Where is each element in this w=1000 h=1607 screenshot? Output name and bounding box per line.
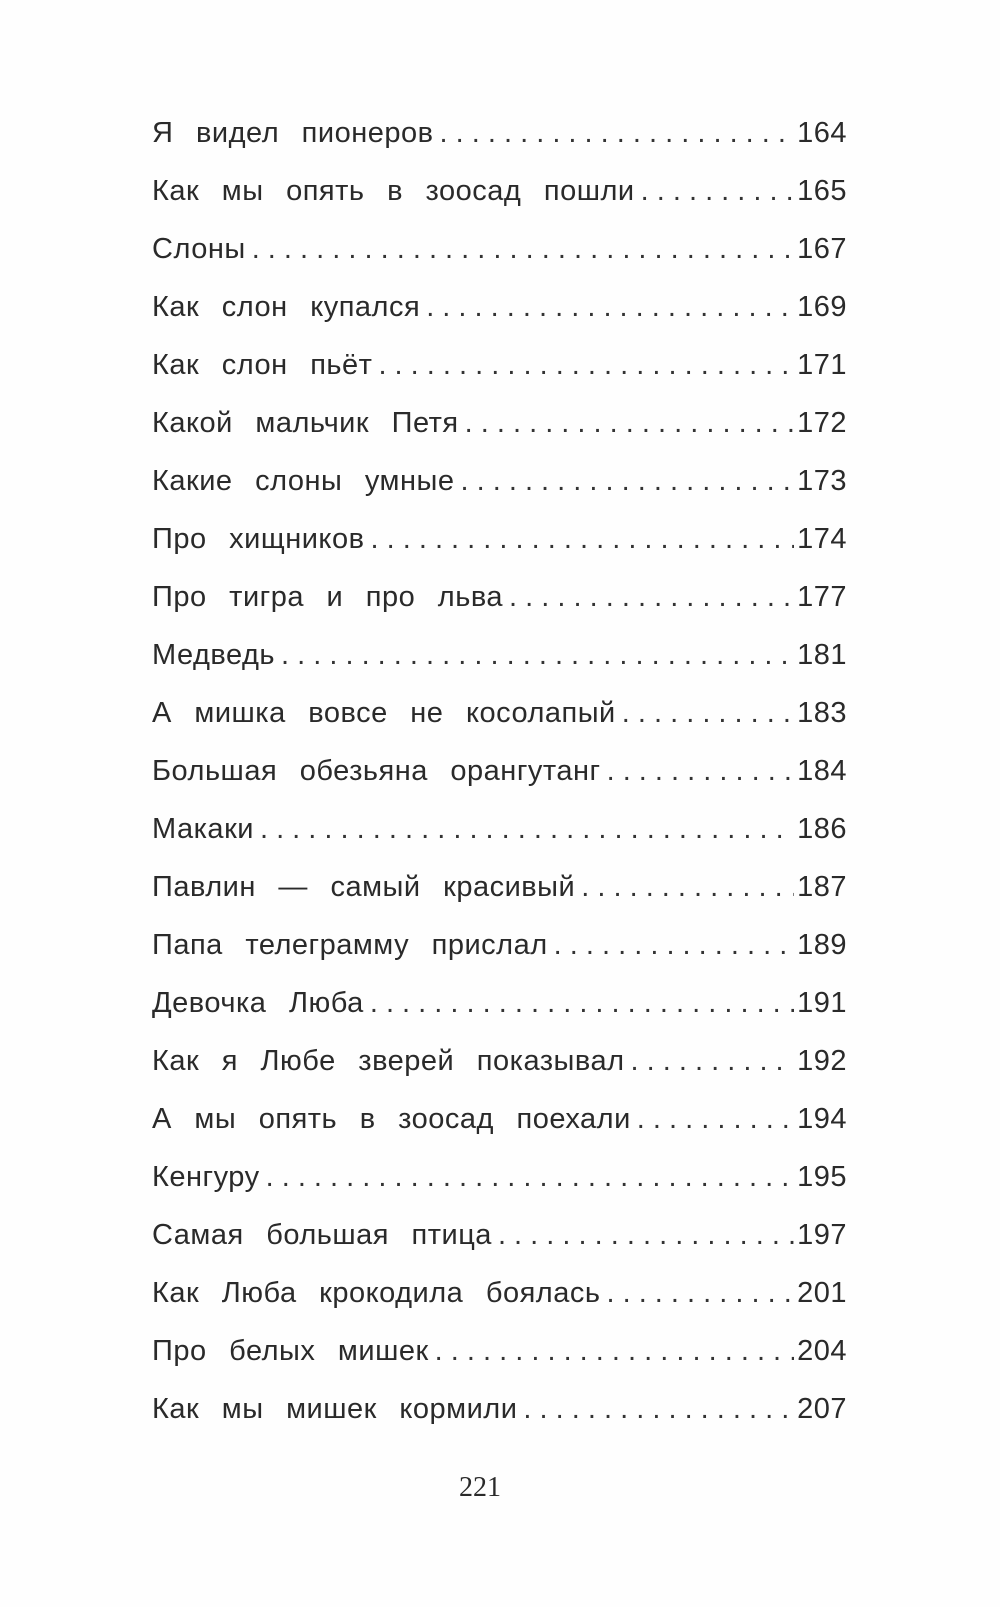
toc-entry-page: 183 (797, 697, 847, 729)
toc-entry-page: 192 (797, 1045, 847, 1077)
toc-entry-page: 169 (797, 291, 847, 323)
toc-entry-page: 189 (797, 929, 847, 961)
dot-leader (370, 987, 794, 1020)
toc-entry (152, 233, 847, 291)
toc-entry-page: 184 (797, 755, 847, 787)
toc-entry-title: Как слон купался (152, 291, 421, 323)
toc-entry-title: Павлин — самый красивый (152, 871, 576, 903)
toc-entry-title: Медведь (152, 639, 275, 671)
toc-entry-page: 197 (797, 1219, 847, 1251)
toc-entry (152, 407, 847, 465)
toc-entry (152, 117, 847, 175)
toc-entry-title: Про хищников (152, 523, 365, 555)
toc-entry (152, 813, 847, 871)
toc-entry-title: А мишка вовсе не косолапый (152, 697, 616, 729)
dot-leader (266, 1161, 795, 1194)
toc-entry-page: 173 (797, 465, 847, 497)
toc-entry-page: 186 (797, 813, 847, 845)
toc-entry (152, 175, 847, 233)
toc-entry (152, 871, 847, 929)
dot-leader (581, 871, 794, 904)
toc-entry (152, 755, 847, 813)
dot-leader (465, 407, 794, 440)
toc-entry (152, 987, 847, 1045)
toc-entry-title: Самая большая птица (152, 1219, 492, 1251)
toc-entry-title: Как слон пьёт (152, 349, 373, 381)
dot-leader (378, 349, 794, 382)
toc-entry-page: 172 (797, 407, 847, 439)
dot-leader (498, 1219, 794, 1252)
toc-entry (152, 1335, 847, 1393)
toc-entry-title: Какой мальчик Петя (152, 407, 459, 439)
toc-entry-page: 187 (797, 871, 847, 903)
toc-entry-title: Как я Любе зверей показывал (152, 1045, 625, 1077)
toc-entry-page: 171 (797, 349, 847, 381)
dot-leader (252, 233, 794, 266)
page-number: 221 (459, 1472, 501, 1503)
toc-entry-title: Девочка Люба (152, 987, 364, 1019)
dot-leader (637, 1103, 794, 1136)
table-of-contents (152, 117, 847, 1451)
toc-entry-title: Большая обезьяна орангутанг (152, 755, 601, 787)
toc-entry (152, 523, 847, 581)
toc-entry-page: 201 (797, 1277, 847, 1309)
toc-entry-title: Макаки (152, 813, 254, 845)
toc-entry-title: Слоны (152, 233, 246, 265)
toc-entry-page: 174 (797, 523, 847, 555)
toc-entry (152, 1219, 847, 1277)
toc-entry (152, 291, 847, 349)
toc-entry-title: Про тигра и про льва (152, 581, 504, 613)
dot-leader (440, 117, 795, 150)
dot-leader (435, 1335, 794, 1368)
dot-leader (460, 465, 794, 498)
dot-leader (523, 1393, 794, 1426)
toc-entry (152, 465, 847, 523)
toc-entry-title: Про белых мишек (152, 1335, 429, 1367)
toc-entry-page: 204 (797, 1335, 847, 1367)
dot-leader (631, 1045, 795, 1078)
toc-entry (152, 1103, 847, 1161)
toc-entry-page: 195 (797, 1161, 847, 1193)
dot-leader (606, 1277, 794, 1310)
toc-entry-title: Я видел пионеров (152, 117, 434, 149)
dot-leader (641, 175, 795, 208)
toc-entry (152, 639, 847, 697)
dot-leader (370, 523, 794, 556)
toc-entry (152, 1045, 847, 1103)
toc-entry (152, 1161, 847, 1219)
toc-entry (152, 1393, 847, 1451)
toc-entry (152, 697, 847, 755)
toc-entry-page: 167 (797, 233, 847, 265)
toc-entry (152, 1277, 847, 1335)
toc-entry-title: Как мы опять в зоосад пошли (152, 175, 635, 207)
toc-entry-title: Как мы мишек кормили (152, 1393, 518, 1425)
dot-leader (509, 581, 794, 614)
toc-entry-title: Папа телеграмму прислал (152, 929, 548, 961)
toc-entry-title: Кенгуру (152, 1161, 260, 1193)
dot-leader (554, 929, 794, 962)
dot-leader (607, 755, 795, 788)
toc-entry-title: Какие слоны умные (152, 465, 455, 497)
toc-entry (152, 929, 847, 987)
dot-leader (426, 291, 794, 324)
toc-entry-page: 181 (797, 639, 847, 671)
toc-entry-page: 165 (797, 175, 847, 207)
dot-leader (622, 697, 794, 730)
toc-entry-title: Как Люба крокодила боялась (152, 1277, 601, 1309)
toc-entry-title: А мы опять в зоосад поехали (152, 1103, 631, 1135)
dot-leader (281, 639, 794, 672)
toc-entry-page: 164 (797, 117, 847, 149)
toc-entry-page: 207 (797, 1393, 847, 1425)
dot-leader (260, 813, 794, 846)
toc-entry-page: 194 (797, 1103, 847, 1135)
toc-entry-page: 191 (797, 987, 847, 1019)
toc-entry-page: 177 (797, 581, 847, 613)
toc-entry (152, 349, 847, 407)
toc-entry (152, 581, 847, 639)
